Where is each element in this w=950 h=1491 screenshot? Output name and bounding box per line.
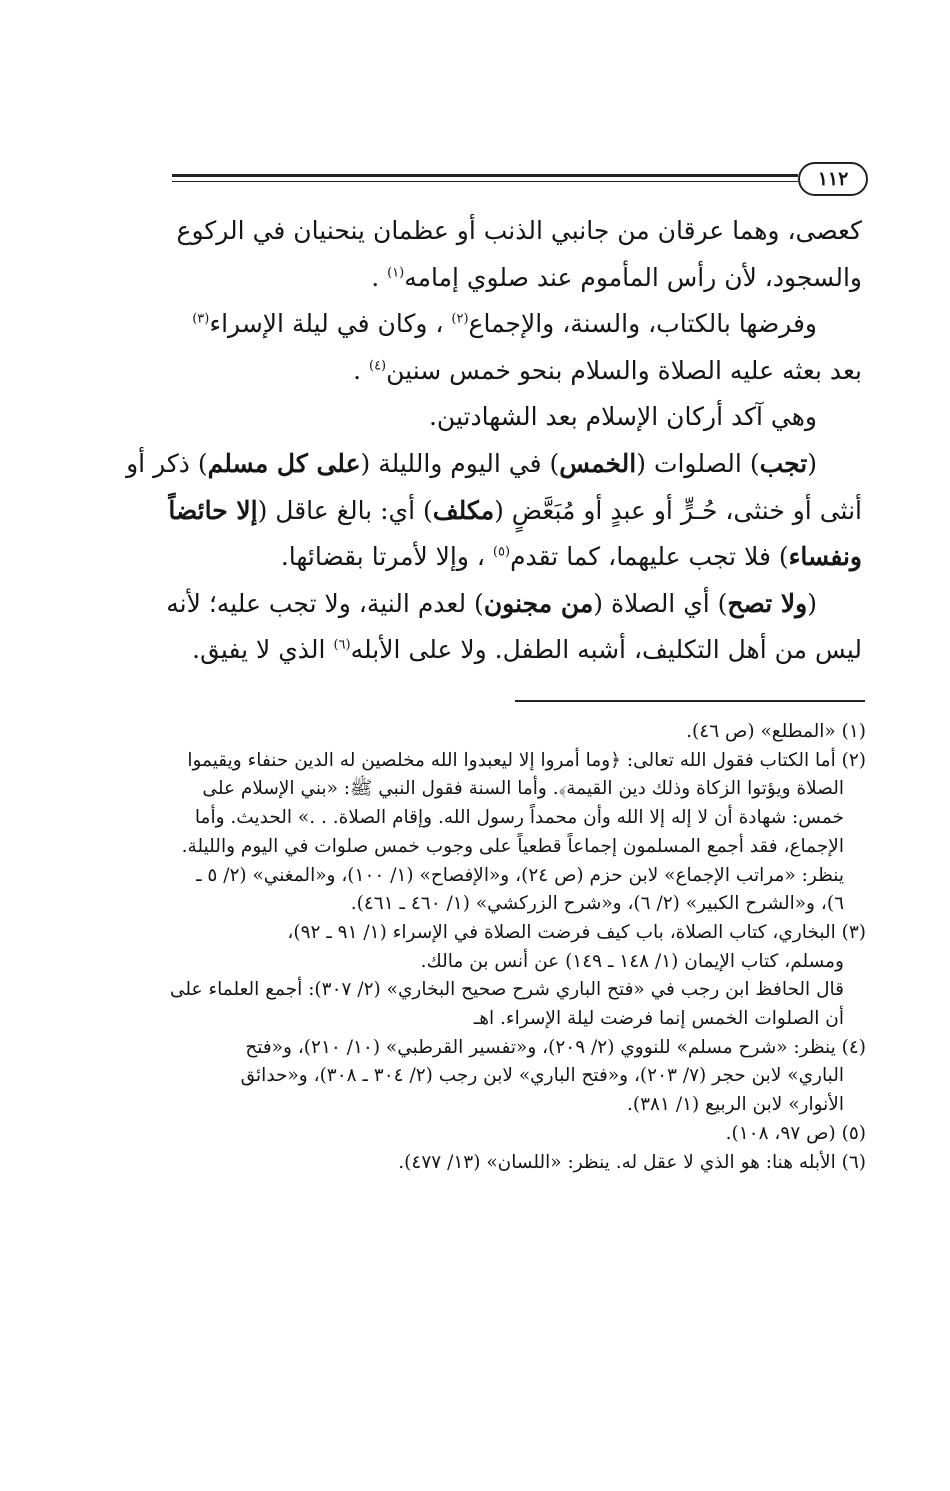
footnote-3-line-2: ومسلم، كتاب الإيمان (١/ ١٤٨ ـ ١٤٩) عن أنس بن مالك. (420, 950, 844, 972)
footnote-ref-3: (٣) (192, 311, 210, 327)
footnote-2-line-6: ٦)، و«الشرح الكبير» (٢/ ٦)، و«شرح الزركشي» (١/ ٤٦٠ ـ ٤٦١). (350, 893, 844, 915)
footnote-6: (٦) الأبله هنا: هو الذي لا عقل له. ينظر: «اللسان» (١٣/ ٤٧٧). (398, 1151, 866, 1173)
main-text (112, 208, 862, 674)
body-line-1: كعصى، وهما عرقان من جانبي الذنب أو عظمان ينحنيان في الركوع (176, 216, 862, 245)
footnote-2: (٢) أما الكتاب فقول الله تعالى: ﴿وما أمروا إلا ليعبدوا الله مخلصين له الدين حنفاء ويقيموا (187, 749, 866, 771)
footnote-5: (٥) (ص ٩٧، ١٠٨). (725, 1122, 866, 1144)
footnote-ref-5: (٥) (492, 544, 511, 560)
page-number: ١١٢ (798, 162, 868, 196)
footnote-4-line-2: الباري» لابن حجر (٧/ ٢٠٣)، و«فتح الباري» لابن رجب (٢/ ٣٠٤ ـ ٣٠٨)، و«حدائق (240, 1065, 844, 1087)
footnote-3: (٣) البخاري، كتاب الصلاة، باب كيف فرضت الصلاة في الإسراء (١/ ٩١ ـ ٩٢)، (287, 921, 866, 943)
body-line-6: (تجب) الصلوات (الخمس) في اليوم والليلة (على كل مسلم) ذكر أو (126, 448, 817, 478)
footnote-ref-2: (٢) (451, 311, 469, 327)
body-line-2: والسجود، لأن رأس المأموم عند صلوي إمامه$^{(١)}$ . (371, 262, 862, 292)
footnote-3-line-4: أن الصلوات الخمس إنما فرضت ليلة الإسراء. اهـ (473, 1008, 844, 1030)
body-line-4: بعد بعثه عليه الصلاة والسلام بنحو خمس سنين$^{(٤)}$ . (353, 355, 862, 385)
footnote-ref-4: (٤) (368, 358, 387, 374)
footnote-4-line-3: الأنوار» لابن الربيع (١/ ٣٨١). (627, 1094, 844, 1116)
header-rule-thin (172, 181, 798, 182)
body-line-3: وفرضها بالكتاب، والسنة، والإجماع$^{(٢)}$ ، وكان في ليلة الإسراء$^{(٣)}$ (192, 309, 817, 339)
header-rule (172, 174, 798, 177)
footnote-3-line-3: قال الحافظ ابن رجب في «فتح الباري شرح صحيح البخاري» (٢/ ٣٠٧): أجمع العلماء على (170, 979, 844, 1001)
body-line-7: أنثى أو خنثى، حُـرٍّ أو عبدٍ أو مُبَعَّضٍ (مكلف) أي: بالغ عاقل (إلا حائضاً (168, 495, 862, 525)
footnote-2-line-4: الإجماع، فقد أجمع المسلمون إجماعاً قطعياً على وجوب خمس صلوات في اليوم والليلة. (181, 835, 844, 857)
body-line-9: (ولا تصح) أي الصلاة (من مجنون) لعدم النية، ولا تجب عليه؛ لأنه (166, 588, 817, 618)
footnote-1: (١) «المطلع» (ص ٤٦). (686, 721, 866, 742)
body-line-5: وهي آكد أركان الإسلام بعد الشهادتين. (428, 402, 817, 432)
footnote-ref-6: (٦) (333, 638, 351, 654)
body-line-10: ليس من أهل التكليف، أشبه الطفل. ولا على الأبله$^{(٦)}$ الذي لا يفيق. (192, 635, 862, 665)
footnote-separator (515, 700, 865, 702)
footnote-ref-1: (١) (387, 265, 405, 281)
body-line-8: ونفساء) فلا تجب عليهما، كما تقدم$^{(٥)}$ ، وإلا لأمرتا بقضائها. (280, 542, 862, 572)
footnote-2-line-5: ينظر: «مراتب الإجماع» لابن حزم (ص ٢٤)، و«الإفصاح» (١/ ١٠٠)، و«المغني» (٢/ ٥ ـ (196, 864, 844, 886)
footnote-4: (٤) ينظر: «شرح مسلم» للنووي (٢/ ٢٠٩)، و«تفسير القرطبي» (١٠/ ٢١٠)، و«فتح (245, 1036, 866, 1058)
footnotes (108, 718, 866, 1177)
footnote-2-line-3: خمس: شهادة أن لا إله إلا الله وأن محمداً رسول الله. وإقام الصلاة. . .» الحديث. وأما (194, 807, 844, 829)
footnote-2-line-2: الصلاة ويؤتوا الزكاة وذلك دين القيمة﴾. وأما السنة فقول النبي ﷺ: «بني الإسلام على (202, 778, 844, 800)
